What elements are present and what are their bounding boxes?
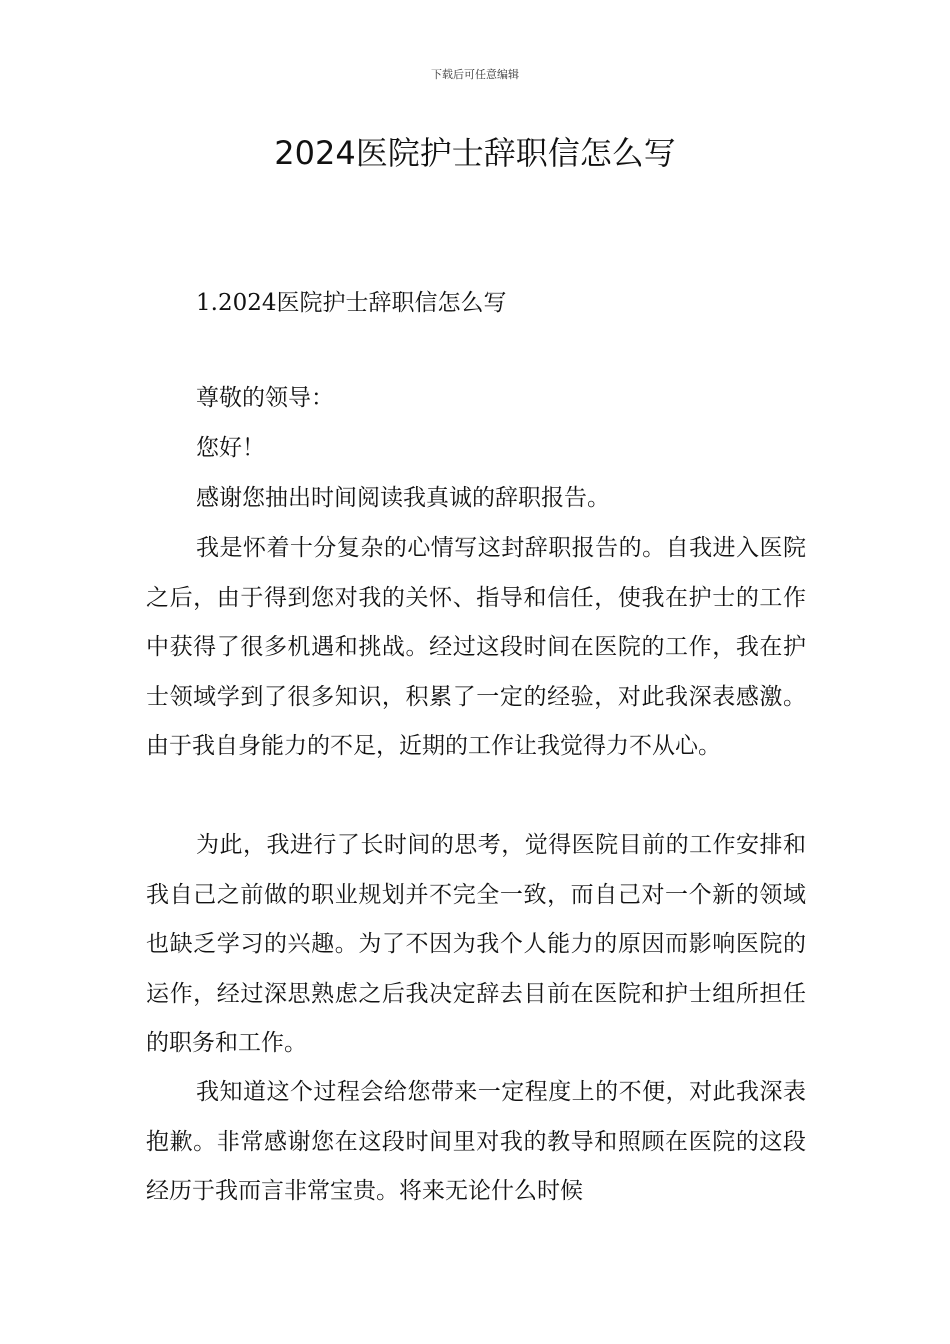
- header-note: 下载后可任意编辑: [431, 68, 519, 81]
- greeting: 您好！: [196, 435, 265, 461]
- opening-line: 感谢您抽出时间阅读我真诚的辞职报告。: [196, 485, 610, 511]
- body-paragraph-1: 我是怀着十分复杂的心情写这封辞职报告的。自我进入医院之后，由于得到您对我的关怀、指导和信任，使我在护士的工作中获得了很多机遇和挑战。经过这段时间在医院的工作，我在护士领域学到了很多知识，积累了一定的经验，对此我深表感激。由于我自身能力的不足，近期的工作让我觉得力不从心。: [146, 535, 806, 759]
- body-paragraph-3: 我知道这个过程会给您带来一定程度上的不便，对此我深表抱歉。非常感谢您在这段时间里对我的教导和照顾在医院的这段经历于我而言非常宝贵。将来无论什么时候: [146, 1079, 806, 1204]
- salutation: 尊敬的领导：: [196, 385, 334, 411]
- section-heading: 1.2024医院护士辞职信怎么写: [196, 290, 507, 316]
- body-paragraph-2: 为此，我进行了长时间的思考，觉得医院目前的工作安排和我自己之前做的职业规划并不完全一致，而自己对一个新的领域也缺乏学习的兴趣。为了不因为我个人能力的原因而影响医院的运作，经过深思熟虑之后我决定辞去目前在医院和护士组所担任的职务和工作。: [146, 832, 806, 1056]
- document-title: 2024医院护士辞职信怎么写: [274, 134, 676, 172]
